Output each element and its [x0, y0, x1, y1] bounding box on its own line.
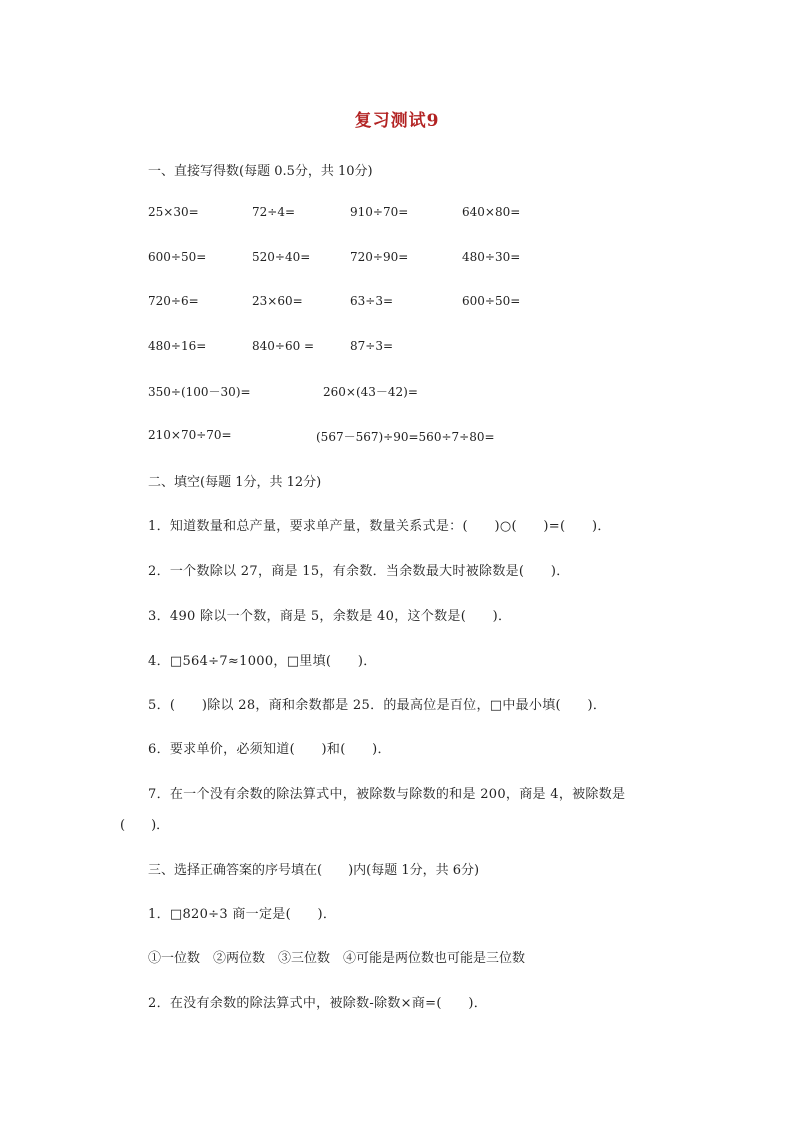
calc-item: 600÷50= [148, 250, 207, 264]
fill-question: 6．要求单价，必须知道( )和( )． [148, 742, 391, 757]
fill-question: 7．在一个没有余数的除法算式中，被除数与除数的和是 200，商是 4，被除数是 [148, 787, 626, 802]
calc-item: 910÷70= [350, 205, 409, 219]
choice-question: 1．□820÷3 商一定是( )． [148, 907, 337, 922]
section-3-heading: 三、选择正确答案的序号填在( )内(每题 1分，共 6分) [148, 863, 480, 878]
calc-item: 25×30= [148, 205, 199, 219]
fill-question: 5．( )除以 28，商和余数都是 25．的最高位是百位，□中最小填( )． [148, 698, 607, 713]
fill-question-continuation: ( )． [120, 818, 170, 833]
calc-item: 840÷60 = [252, 339, 315, 353]
calc-item: 480÷30= [462, 250, 521, 264]
fill-question: 4．□564÷7≈1000，□里填( )． [148, 654, 377, 669]
section-1-heading: 一、直接写得数(每题 0.5分，共 10分) [148, 164, 373, 179]
fill-question: 2．一个数除以 27，商是 15，有余数．当余数最大时被除数是( )． [148, 564, 570, 579]
calc-item: 720÷90= [350, 250, 409, 264]
calc-item: (567－567)÷90=560÷7÷80= [316, 430, 495, 444]
choice-options: ①一位数 ②两位数 ③三位数 ④可能是两位数也可能是三位数 [148, 951, 526, 966]
calc-item: 480÷16= [148, 339, 207, 353]
section-2-heading: 二、填空(每题 1分，共 12分) [148, 475, 322, 490]
fill-question: 3．490 除以一个数，商是 5，余数是 40，这个数是( )． [148, 609, 512, 624]
calc-item: 210×70÷70= [148, 428, 232, 442]
calc-item: 350÷(100－30)= [148, 385, 251, 399]
choice-question: 2．在没有余数的除法算式中，被除数-除数×商=( )． [148, 996, 487, 1011]
calc-item: 87÷3= [350, 339, 394, 353]
calc-item: 72÷4= [252, 205, 296, 219]
calc-item: 640×80= [462, 205, 521, 219]
calc-item: 720÷6= [148, 294, 199, 308]
calc-item: 23×60= [252, 294, 303, 308]
calc-item: 600÷50= [462, 294, 521, 308]
fill-question: 1．知道数量和总产量，要求单产量，数量关系式是：( )○( )=( )． [148, 519, 611, 534]
calc-item: 63÷3= [350, 294, 394, 308]
calc-item: 520÷40= [252, 250, 311, 264]
page-title: 复习测试9 [354, 111, 440, 131]
calc-item: 260×(43－42)= [323, 385, 418, 399]
